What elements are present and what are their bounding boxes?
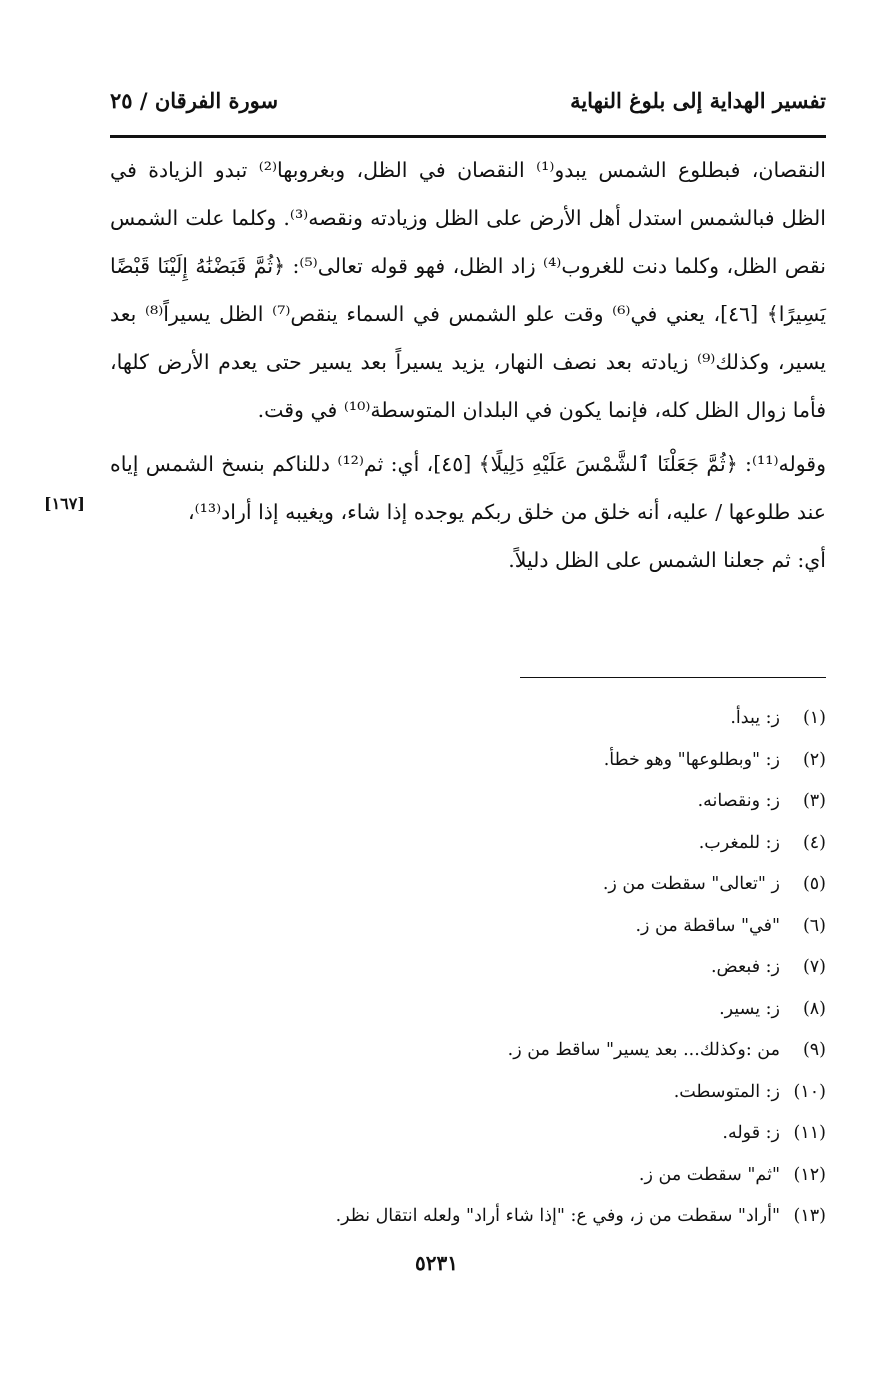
footnote-text: "ثم" سقطت من ز.: [638, 1164, 780, 1185]
footnote-number: (٣): [802, 791, 826, 811]
surah-label: سورة الفرقان / ٢٥: [110, 88, 279, 113]
page-number: ٥٢٣١: [415, 1251, 458, 1275]
footnote-text: ز: يسير.: [719, 998, 780, 1019]
paragraph: وقوله⁽¹¹⁾: ﴿ثُمَّ جَعَلْنَا ٱلشَّمْسَ عَلَيْهِ دَلِيلًا﴾ [٤٥]، أي: ثم⁽¹²⁾ دللناكم بنسخ الشمس إياه عند طلوعها / عليه، أنه خلق من خلق ربكم يوجده إذا شاء، ويغيبه إذا أراد⁽¹³⁾،: [110, 452, 826, 524]
footnote-number: (١١): [793, 1123, 826, 1143]
footnote-number: (٤): [802, 832, 826, 853]
footnote: [110, 781, 826, 823]
footnote-number: (١٣): [793, 1206, 826, 1226]
footnote: [110, 823, 826, 865]
footnotes-list: [110, 698, 826, 1238]
paragraph: أي: ثم جعلنا الشمس على الظل دليلاً.: [508, 548, 826, 572]
footnote: [110, 1113, 826, 1155]
footnote: [110, 1030, 826, 1072]
footnote-text: ز: قوله.: [722, 1123, 780, 1143]
footnote: [110, 947, 826, 989]
footnote: [110, 1072, 826, 1114]
footnote-number: (٢): [802, 749, 826, 770]
footnote: [110, 989, 826, 1031]
footnote-text: ز: المتوسطت.: [673, 1081, 780, 1102]
footnote-text: "في" ساقطة من ز.: [635, 915, 780, 936]
footnote-divider: [520, 677, 826, 678]
footnote-text: ز: فبعض.: [710, 957, 780, 977]
footnote-text: ز: للمغرب.: [698, 832, 780, 853]
footnote-text: من :وكذلك... بعد يسير" ساقط من ز.: [507, 1040, 780, 1060]
footnote: [110, 906, 826, 948]
footnote-number: (١): [802, 708, 826, 728]
footnote-text: "أراد" سقطت من ز، وفي ع: "إذا شاء أراد" ولعله انتقال نظر.: [335, 1206, 780, 1226]
paragraph: النقصان، فبطلوع الشمس يبدو⁽¹⁾ النقصان في الظل، وبغروبها⁽²⁾ تبدو الزيادة في الظل فبالشمس استدل أهل الأرض على الظل وزيادته ونقصه⁽³⁾. وكلما علت الشمس نقص الظل، وكلما دنت للغروب⁽⁴⁾ زاد الظل، فهو قوله تعالى⁽⁵⁾: ﴿ثُمَّ قَبَضْنَٰهُ إِلَيْنَا قَبْضًا يَسِيرًا﴾ [٤٦]، يعني في⁽⁶⁾ وقت علو الشمس في السماء ينقص⁽⁷⁾ الظل يسيراً⁽⁸⁾ بعد يسير، وكذلك⁽⁹⁾ زيادته بعد نصف النهار، يزيد يسيراً بعد يسير حتى يعدم الأرض كلها، فأما زوال الظل كله، فإنما يكون في البلدان المتوسطة⁽¹⁰⁾ في وقت.: [110, 158, 826, 422]
main-text: [110, 146, 826, 584]
book-title: تفسير الهداية إلى بلوغ النهاية: [570, 88, 826, 113]
footnote-number: (٧): [802, 957, 826, 977]
footnote-number: (٨): [802, 998, 826, 1019]
footnote: [110, 698, 826, 740]
footnote-number: (٩): [802, 1040, 826, 1060]
manuscript-folio-marker: [١٦٧]: [44, 494, 85, 513]
footnote-number: (١٢): [793, 1164, 826, 1185]
footnote-number: (١٠): [793, 1081, 826, 1102]
footnote: [110, 740, 826, 782]
footnote-number: (٦): [802, 915, 826, 936]
running-header: [110, 88, 826, 128]
footnote-number: (٥): [802, 874, 826, 894]
footnote-text: ز: "وبطلوعها" وهو خطأ.: [603, 749, 780, 770]
footnote: [110, 864, 826, 906]
footnote: [110, 1155, 826, 1197]
footnote: [110, 1196, 826, 1238]
header-divider: [110, 135, 826, 138]
footnote-text: ز: ونقصانه.: [697, 791, 780, 811]
footnote-text: ز "تعالى" سقطت من ز.: [602, 874, 780, 894]
footnote-text: ز: يبدأ.: [730, 708, 780, 728]
